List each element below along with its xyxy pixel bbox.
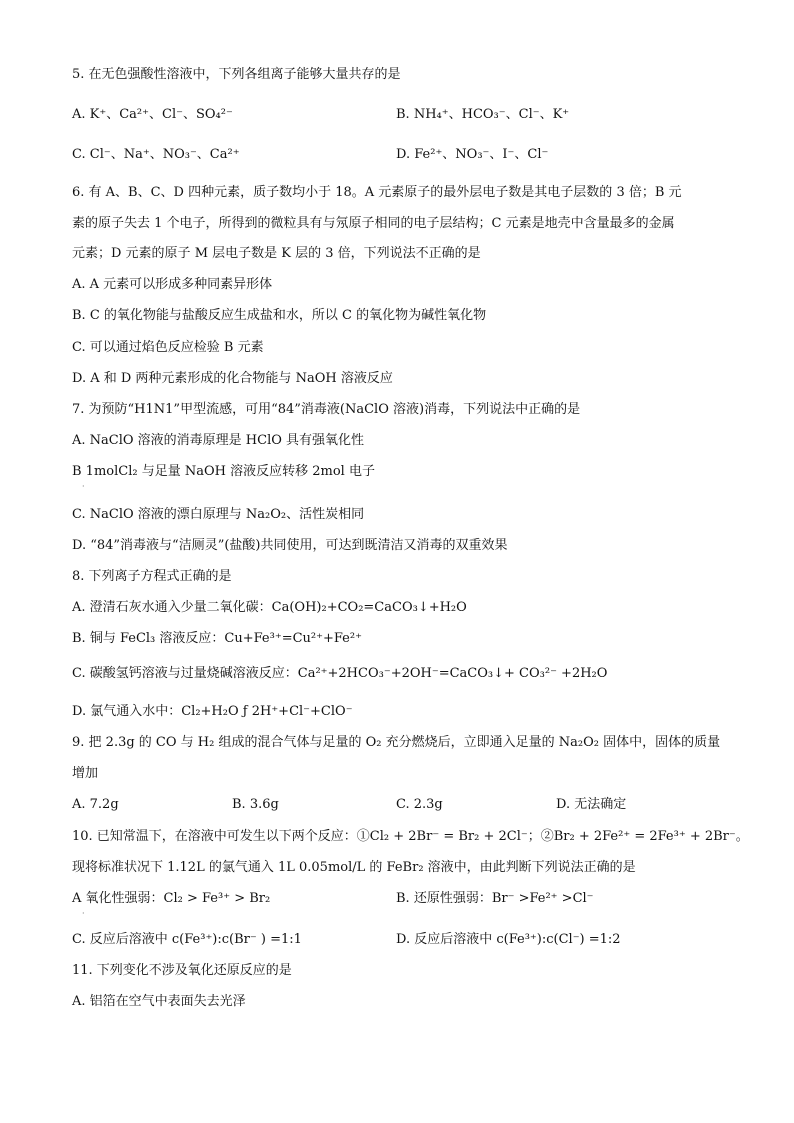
q9-option-c: C. 2.3g: [396, 797, 443, 812]
q5-option-c: C. Cl⁻、Na⁺、NO₃⁻、Ca²⁺: [72, 147, 240, 162]
q11-option-a: A. 铝箔在空气中表面失去光泽: [72, 994, 246, 1009]
q7-option-b: B 1molCl₂ 与足量 NaOH 溶液反应转移 2mol 电子: [72, 464, 375, 479]
q8-option-a: A. 澄清石灰水通入少量二氧化碳：Ca(OH)₂+CO₂=CaCO₃↓+H₂O: [72, 600, 467, 615]
stray-dot-mark: ·: [82, 482, 85, 491]
q9-stem-line2: 增加: [72, 766, 99, 781]
q10-option-b: B. 还原性强弱：Br⁻ >Fe²⁺ >Cl⁻: [396, 891, 594, 906]
q6-option-b: B. C 的氧化物能与盐酸反应生成盐和水，所以 C 的氧化物为碱性氧化物: [72, 308, 487, 323]
q5-option-a: A. K⁺、Ca²⁺、Cl⁻、SO₄²⁻: [72, 107, 233, 122]
q9-option-b: B. 3.6g: [232, 797, 279, 812]
q9-stem-line1: 9. 把 2.3g 的 CO 与 H₂ 组成的混合气体与足量的 O₂ 充分燃烧后，立即通入足量的 Na₂O₂ 固体中，固体的质量: [72, 735, 721, 750]
q10-option-d: D. 反应后溶液中 c(Fe³⁺):c(Cl⁻) =1:2: [396, 932, 621, 947]
q8-option-d: D. 氯气通入水中：Cl₂+H₂O ƒ 2H⁺+Cl⁻+ClO⁻: [72, 704, 353, 719]
q10-option-c: C. 反应后溶液中 c(Fe³⁺):c(Br⁻ ) =1:1: [72, 932, 302, 947]
q6-stem-line1: 6. 有 A、B、C、D 四种元素，质子数均小于 18。A 元素原子的最外层电子数是其电子层数的 3 倍；B 元: [72, 185, 682, 200]
q8-option-b: B. 铜与 FeCl₃ 溶液反应：Cu+Fe³⁺=Cu²⁺+Fe²⁺: [72, 631, 362, 646]
q11-stem: 11. 下列变化不涉及氧化还原反应的是: [72, 963, 292, 978]
q10-stem-line1: 10. 已知常温下，在溶液中可发生以下两个反应：①Cl₂ + 2Br⁻ = Br₂ + 2Cl⁻；②Br₂ + 2Fe²⁺ = 2Fe³⁺ + 2Br⁻。: [72, 829, 749, 844]
q6-stem-line3: 元素；D 元素的原子 M 层电子数是 K 层的 3 倍，下列说法不正确的是: [72, 246, 481, 261]
q5-option-d: D. Fe²⁺、NO₃⁻、I⁻、Cl⁻: [396, 147, 549, 162]
q7-option-d: D. “84”消毒液与“洁厕灵”(盐酸)共同使用，可达到既清洁又消毒的双重效果: [72, 538, 508, 553]
stray-dot-mark: ·: [82, 909, 85, 918]
q5-option-b: B. NH₄⁺、HCO₃⁻、Cl⁻、K⁺: [396, 107, 570, 122]
q9-option-d: D. 无法确定: [556, 797, 627, 812]
q7-option-a: A. NaClO 溶液的消毒原理是 HClO 具有强氧化性: [72, 433, 365, 448]
q7-stem: 7. 为预防“H1N1”甲型流感，可用“84”消毒液(NaClO 溶液)消毒，下列说法中正确的是: [72, 402, 581, 417]
q6-option-d: D. A 和 D 两种元素形成的化合物能与 NaOH 溶液反应: [72, 371, 393, 386]
q8-option-c: C. 碳酸氢钙溶液与过量烧碱溶液反应：Ca²⁺+2HCO₃⁻+2OH⁻=CaCO₃↓+ CO₃²⁻ +2H₂O: [72, 666, 608, 681]
q5-stem: 5. 在无色强酸性溶液中，下列各组离子能够大量共存的是: [72, 67, 401, 82]
q6-option-c: C. 可以通过焰色反应检验 B 元素: [72, 340, 264, 355]
q10-option-a: A 氧化性强弱：Cl₂ > Fe³⁺ > Br₂: [72, 891, 271, 906]
q6-stem-line2: 素的原子失去 1 个电子，所得到的微粒具有与氖原子相同的电子层结构；C 元素是地壳中含量最多的金属: [72, 216, 675, 231]
q9-option-a: A. 7.2g: [72, 797, 119, 812]
q10-stem-line2: 现将标准状况下 1.12L 的氯气通入 1L 0.05mol/L 的 FeBr₂ 溶液中，由此判断下列说法正确的是: [72, 860, 636, 875]
q8-stem: 8. 下列离子方程式正确的是: [72, 569, 232, 584]
q6-option-a: A. A 元素可以形成多种同素异形体: [72, 277, 273, 292]
q7-option-c: C. NaClO 溶液的漂白原理与 Na₂O₂、活性炭相同: [72, 507, 365, 522]
